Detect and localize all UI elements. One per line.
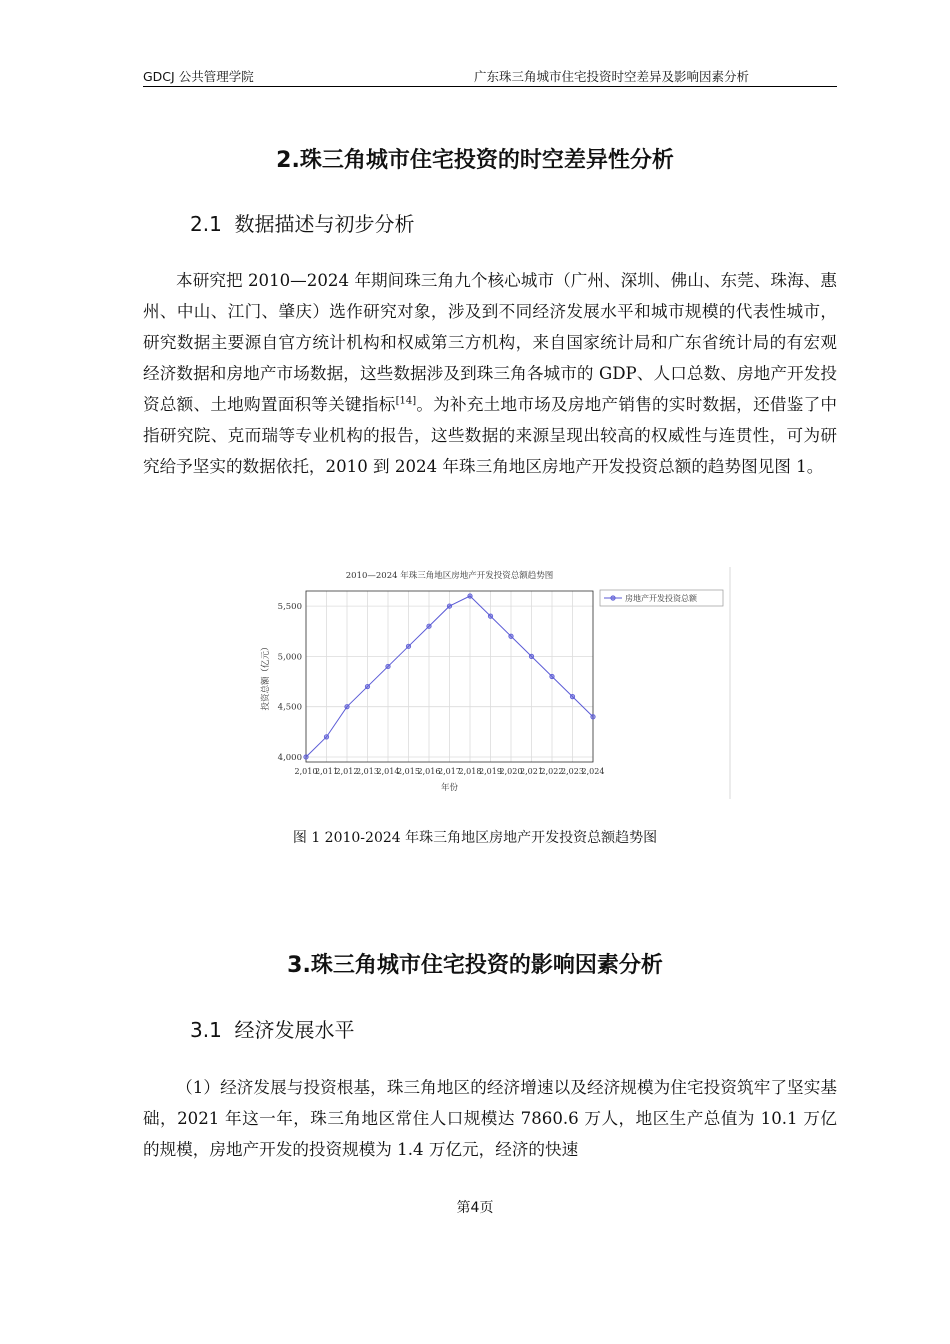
header-thesis-title: 广东珠三角城市住宅投资时空差异及影响因素分析	[473, 69, 749, 84]
data-point	[529, 654, 533, 658]
data-point	[304, 755, 308, 759]
data-point	[365, 684, 369, 688]
data-point	[488, 614, 492, 618]
data-point	[447, 604, 451, 608]
section-2-1-paragraph	[143, 265, 837, 482]
legend-marker	[611, 596, 615, 600]
x-tick-label: 2,020	[499, 767, 523, 776]
subsection-title: 数据描述与初步分析	[234, 212, 415, 236]
subsection-title: 经济发展水平	[234, 1018, 355, 1042]
x-tick-label: 2,013	[356, 767, 379, 776]
paragraph-text: （1）经济发展与投资根基，珠三角地区的经济增速以及经济规模为住宅投资筑牢了坚实基础，2021 年这一年，珠三角地区常住人口规模达 7860.6 万人，地区生产总值为 10.1 万亿的规模，房地产开发的投资规模为 1.4 万亿元，经济的快速	[143, 1078, 837, 1159]
x-tick-label: 2,021	[520, 767, 543, 776]
x-tick-label: 2,017	[438, 767, 461, 776]
x-tick-label: 2,016	[417, 767, 441, 776]
subsection-3-1-heading	[190, 1014, 355, 1043]
y-tick-label: 5,000	[277, 652, 302, 663]
header-institution: GDCJ 公共管理学院	[143, 69, 254, 84]
x-axis-label: 年份	[440, 783, 459, 793]
data-point	[324, 735, 328, 739]
data-point	[345, 704, 349, 708]
section-2-title: 2.珠三角城市住宅投资的时空差异性分析	[276, 148, 674, 173]
data-point	[550, 674, 554, 678]
citation-ref: [14]	[395, 395, 417, 407]
data-point	[570, 694, 574, 698]
section-3-1-paragraph	[143, 1072, 837, 1165]
x-tick-label: 2,012	[335, 767, 359, 776]
figure-1-caption: 图 1 2010-2024 年珠三角地区房地产开发投资总额趋势图	[292, 830, 658, 846]
x-tick-label: 2,024	[581, 767, 605, 776]
paragraph-text-b: 。为补充土地市场及房地产销售的实时数据，还借鉴了中指研究院、克而瑞等专业机构的报告，这些数据的来源呈现出较高的权威性与连贯性，可为研究给予坚实的数据依托，2010 到 2024 年珠三角地区房地产开发投资总额的趋势图见图 1。	[143, 395, 838, 476]
x-tick-label: 2,010	[294, 767, 318, 776]
y-tick-label: 4,500	[277, 702, 302, 713]
x-tick-label: 2,015	[397, 767, 420, 776]
section-3-title: 3.珠三角城市住宅投资的影响因素分析	[287, 953, 663, 978]
y-tick-label: 5,500	[277, 602, 302, 613]
paragraph-text-a: 本研究把 2010—2024 年期间珠三角九个核心城市（广州、深圳、佛山、东莞、珠海、惠州、中山、江门、肇庆）选作研究对象，涉及到不同经济发展水平和城市规模的代表性城市，研究数据主要源自官方统计机构和权威第三方机构，来自国家统计局和广东省统计局的有宏观经济数据和房地产市场数据，这些数据涉及到珠三角各城市的 GDP、人口总数、房地产开发投资总额、土地购置面积等关键指标	[143, 271, 837, 414]
page-number: 第4页	[456, 1200, 494, 1216]
data-point	[591, 715, 595, 719]
data-point	[427, 624, 431, 628]
y-axis-label: 投资总额（亿元）	[261, 642, 271, 711]
x-tick-label: 2,023	[561, 767, 584, 776]
chart-title: 2010—2024 年珠三角地区房地产开发投资总额趋势图	[345, 571, 554, 581]
subsection-number: 3.1	[190, 1018, 222, 1042]
data-point	[406, 644, 410, 648]
x-tick-label: 2,022	[540, 767, 564, 776]
figure-1-chart	[240, 565, 735, 801]
x-tick-label: 2,014	[376, 767, 400, 776]
x-tick-label: 2,019	[479, 767, 502, 776]
legend-label: 房地产开发投资总额	[625, 594, 697, 603]
line-chart	[240, 565, 735, 801]
x-tick-label: 2,018	[458, 767, 482, 776]
data-point	[509, 634, 513, 638]
x-tick-label: 2,011	[315, 767, 338, 776]
subsection-2-1-heading	[190, 208, 415, 237]
y-tick-label: 4,000	[277, 752, 302, 763]
data-point	[386, 664, 390, 668]
data-point	[468, 594, 472, 598]
page-header	[143, 64, 837, 87]
subsection-number: 2.1	[190, 212, 222, 236]
